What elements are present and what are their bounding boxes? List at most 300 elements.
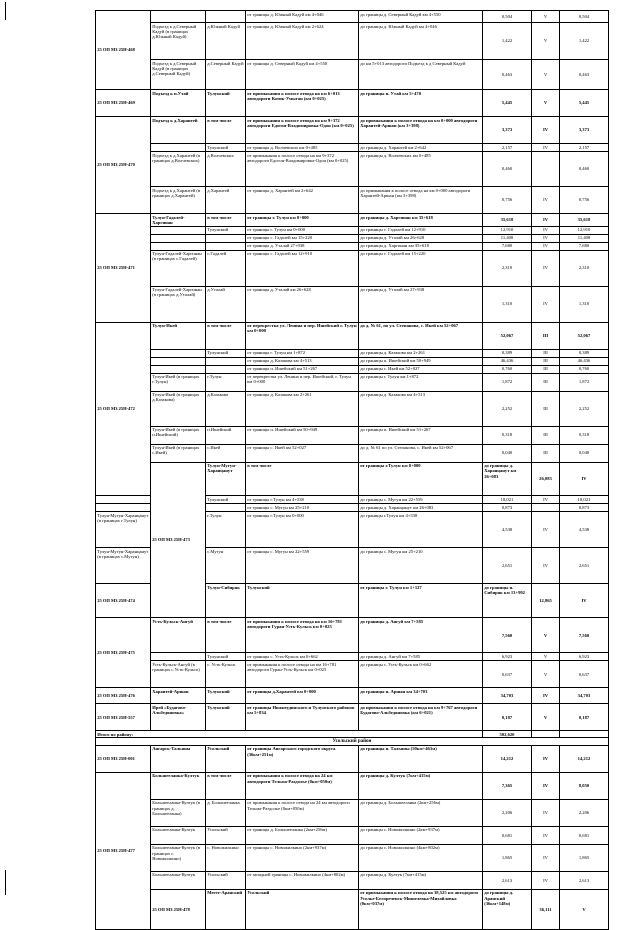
section-start: от границы Ангарского городского округа (36км+251м) [246,745,359,772]
length-km: 0,463 [483,60,532,90]
section-start: от границы с. Мугун км 22+559 [246,548,359,584]
section-start: от границы д. Харантей км 2+642 [246,187,359,214]
section-end: до км 5+013 автодороги Подъезд к д Северный Кадуй [359,60,483,90]
table-row [96,250,609,286]
road-category: IV [532,250,560,286]
table-row [96,144,609,152]
length-total-km: 35,618 [560,214,609,227]
page-edge-rule [5,2,6,20]
road-category: III [532,426,560,444]
length-km: 0,756 [483,187,532,214]
road-code: 25 ОП МЗ 25Н-473 [151,462,206,618]
district: Тулунский [206,688,246,704]
road-category: V [532,11,560,23]
section-end: до границы д. Большееланка (2км+256м) [359,799,483,826]
district [206,365,246,373]
table-row [96,234,609,242]
length-km: 0,040 [483,444,532,462]
length-total-km: 4,538 [560,512,609,548]
section-end: до границы д. Харанцанут км 26+083 [359,504,483,512]
road-name: Харантей-Аршан [151,688,206,704]
road-name: Усть-Кульск-Ангуй [151,618,206,653]
section-start: от границы д. Северный Кадуй км 4+550 [246,60,359,90]
length-total-km: 2,252 [560,391,609,426]
table-row [96,688,609,704]
region-header-row [96,738,609,745]
district [206,357,246,365]
length-total-km: 18,021 [560,496,609,504]
district: в том числе [246,462,359,496]
length-total-km: 52,067 [560,322,609,349]
table-row [96,322,609,349]
section-end: до границы с. Мугун км 22+559 [359,496,483,504]
road-category: III [532,322,560,349]
length-km: 7,680 [483,242,532,250]
district: Усольский [206,745,246,772]
road-code: 25 ОП МЗ 25Н-474 [96,584,151,618]
length-total-km: 11,408 [560,234,609,242]
district: Усольский [206,826,246,844]
district: Усольский [206,871,246,889]
road-name [151,11,206,23]
length-km: 12,865 [532,584,560,618]
road-name: Большееланка-Култук (в границах д. Большееланка) [151,799,206,826]
table-row [96,152,609,187]
section-end: до границы д. Казакова км 4+513 [359,391,483,426]
length-total-km: 1,310 [560,286,609,322]
district: д.Южный Кадуй [206,23,246,60]
road-name: Усть-Кульск-Ангуй (в границах с.Усть-Кульск) [151,661,206,688]
section-start: от границы с. Гадалей км 12+910 [246,250,359,286]
road-category: V [532,653,560,661]
section-end: до границы д. Култук (7км+415м) [359,871,483,889]
section-start: от примыкания к полосе отвода на 24 км автодороги Тельма-Раздолье (0км+050м) [246,799,359,826]
section-end: до границы д. Ангуй км 7+585 [359,618,483,653]
section-start: от примыкания к полосе отвода на км 16+781 автодороги Гуран-Усть-Кульск км 0+025 [246,661,359,688]
length-total-km: 0,187 [560,704,609,731]
section-start: от границы д. Южный Кадуй км 2+624 [246,23,359,60]
length-km: 1,310 [483,286,532,322]
table-row [96,117,609,144]
length-km: 2,206 [483,799,532,826]
table-row [96,23,609,60]
road-name [96,496,151,504]
length-total-km: 0,040 [560,444,609,462]
section-start: от примыкания к полосе отвода на 38,525 км автодороги Усолье-Белореченск-Мишелевка-Михайловка (0км+037м) [359,889,483,929]
section-start: от границы д. Уталай км 26+628 [246,286,359,322]
length-km: 35,618 [483,214,532,227]
length-km: 18,021 [483,496,532,504]
road-name: Большееланка-Култук (в границах с. Новожилкино) [151,844,206,871]
length-km: 5,445 [483,90,532,117]
road-name: Тулун-Икей (в границах с.Икей) [151,444,206,462]
road-category: IV [532,772,560,799]
road-category: V [532,661,560,688]
district: Тулунский [206,226,246,234]
section-end: до границы г. Тулун км 1+872 [359,373,483,391]
length-total-km: 0,318 [560,426,609,444]
district: г.Тулун [206,512,246,548]
length-km: 0,460 [483,152,532,187]
section-end: до границы д. Уталай км 26+628 [359,234,483,242]
district: с.Мугун [206,548,246,584]
table-row [96,373,609,391]
district: Тулунский [206,704,246,731]
section-end: до границы д. Казакова км 2+261 [359,349,483,357]
section-start: от границы с. Гадалей км 15+220 [246,234,359,242]
district: Усольский [246,889,359,929]
section-end: до границы д. Харанцанут км 26+083 [483,462,532,496]
table-row [96,444,609,462]
road-name: Тулун-Мугун-Харанцанут (в границах с.Мугун) [96,548,151,584]
length-km: 2,252 [483,391,532,426]
road-category: V [532,704,560,731]
section-start: от примыкания к полосе отвода на км 9+372 автодороги Едогон-Владимировка-Одон (км 0+025) [246,117,359,144]
road-category: IV [532,844,560,871]
length-km: 26,083 [532,462,560,496]
road-category: V [532,60,560,90]
section-end: до границы д. Харантей км 2+642 [359,144,483,152]
road-category: IV [532,548,560,584]
section-start: от границы с. Усть-Кульск км 0+662 [246,653,359,661]
district: в том числе [206,772,246,799]
road-category: IV [532,688,560,704]
road-category: IV [532,871,560,889]
district: д.Северный Кадуй [206,60,246,90]
length-total-km: 12,910 [560,226,609,234]
length-km: 36,111 [532,889,560,929]
page-edge-rule [5,870,6,895]
road-category: IV [532,214,560,227]
road-name: Тулун-Гадалей-Харгинан (в границах д.Уталай) [151,286,206,322]
section-end: до примыкания к полосе отвода на км 9+767 автодороги Будагово-Альбедяновка (км 6+021) [359,704,483,731]
road-name: Большееланка-Култук [151,826,206,844]
table-row [96,187,609,214]
road-category: III [532,391,560,426]
length-km: 0,873 [483,504,532,512]
roads-table [95,10,609,930]
length-total-km: 1,872 [560,373,609,391]
section-end: до границы д. Харгинан км 35+618 [359,242,483,250]
length-km: 1,865 [483,844,532,871]
section-end: до границы д. Южный Кадуй км 4+046 [359,23,483,60]
road-name: Тулун-Мугун-Харанцанут (в границах г.Тулун) [96,512,151,548]
district: д.Уталай [206,286,246,322]
length-km: 0,637 [483,661,532,688]
region-title: Усольский район [96,738,609,745]
road-name: Большееланка-Култук [151,871,206,889]
length-km: 4,538 [483,512,532,548]
road-category: III [532,357,560,365]
road-name: Большееланка-Култук [151,772,206,799]
length-total-km: 0,756 [560,187,609,214]
length-km: 2,157 [483,144,532,152]
district: Тулунский [206,144,246,152]
section-start: от границы г. Тулун км 0+000 [246,226,359,234]
length-total-km: 0,463 [560,60,609,90]
table-row [96,349,609,357]
length-km: 11,408 [483,234,532,242]
table-row [96,11,609,23]
road-name: Тулун-Мугун-Харанцанут [206,462,246,496]
length-km: 0,318 [483,426,532,444]
road-name [151,226,206,234]
road-category: IV [560,462,609,496]
section-end: до границы д. Аранский (36км+148м) [483,889,532,929]
section-start: от границы с. Икей км 52+027 [246,444,359,462]
table-row [96,661,609,688]
length-km: 14,212 [483,745,532,772]
district [206,504,246,512]
road-name [151,357,206,365]
length-total-km: 3,373 [560,117,609,144]
road-code: 25 ОП МЗ 25Н-477 [96,772,151,929]
table-row [96,799,609,826]
district: в том числе [206,618,246,653]
road-name: Тулун-Икей (в границах д.Казакова) [151,391,206,426]
section-end: до примыкания к полосе отвода на км 0+000 автодороги Харантей-Аршан (км 3+398) [359,187,483,214]
road-category: V [532,618,560,653]
district: Тулунский [246,584,359,618]
road-name: Подъезд к д.Харантей (в границах д.Харантей) [151,187,206,214]
section-start: от границы д. Волчевских км 0+485 [246,144,359,152]
road-category: V [532,23,560,60]
district: с.Икей [206,444,246,462]
section-start: от западной границы с. Новожилкино (4км+802м) [246,871,359,889]
road-category: IV [532,512,560,548]
road-name: Тулун-Гадалей-Харгинан (в границах с.Гадалей) [151,250,206,286]
section-end: до границы с. Усть-Кульск км 0+662 [359,661,483,688]
length-total-km: 5,445 [560,90,609,117]
length-km: 6,923 [483,653,532,661]
road-code: 25 ОП МЗ 25Н-471 [96,214,151,323]
district: Тулунский [206,90,246,117]
section-start: от границы с. Новожилкино (2км+937м) [246,844,359,871]
road-category: IV [532,242,560,250]
table-row [96,871,609,889]
section-start: от границы г. Тулун км 0+000 [246,214,359,227]
length-total-km: 7,680 [560,242,609,250]
total-length: 502,620 [483,731,532,738]
road-name: Тулун-Икей (в границах г.Тулун) [151,373,206,391]
length-total-km: 0,681 [560,826,609,844]
district: д.Волчевских [206,152,246,187]
length-total-km: 2,206 [560,799,609,826]
section-start: от примыкания к полосе отвода на км 16+781 автодороги Гуран-Усть-Кульск км 0+025 [246,618,359,653]
table-row [96,653,609,661]
table-row [96,618,609,653]
section-start: от границы д.Харантей км 0+000 [246,688,359,704]
section-end: до д. № 61, по ул. Степанова, с. Икей км 52+067 [359,322,483,349]
section-end: до границы п. Сибиряк км 13+992 [483,584,532,618]
section-start: от границы г.Тулун км 4+538 [246,496,359,504]
roads-table-body [96,11,609,930]
road-category: IV [532,286,560,322]
district [206,234,246,242]
road-category: IV [532,745,560,772]
road-category: V [532,90,560,117]
length-total-km: 7,560 [560,618,609,653]
length-total-km: 6,923 [560,653,609,661]
road-name [151,234,206,242]
section-end: до д. № 61 по ул. Степанова, с. Икей км 52+067 [359,444,483,462]
total-label: Итого по району: [96,731,483,738]
road-category: III [532,373,560,391]
table-row [96,242,609,250]
road-name: Тулун-Гадалей-Харгинан [151,214,206,227]
district: Тулунский [206,496,246,504]
table-row [96,60,609,90]
road-category: III [532,365,560,373]
section-end: до границы д. Волчевских км 0+485 [359,152,483,187]
length-total-km: 14,212 [560,745,609,772]
section-end: до границы д. Северный Кадуй км 4+550 [359,11,483,23]
road-name [151,144,206,152]
table-row [96,745,609,772]
road-name: Тулун-Икей [151,322,206,349]
section-start: от границы г.Тулун км 0+000 [246,512,359,548]
length-total-km: 2,651 [560,548,609,584]
length-km: 7,365 [483,772,532,799]
road-name [151,349,206,357]
length-total-km: 2,157 [560,144,609,152]
table-row [96,889,609,929]
section-start: от примыкания к полосе отвода на 24 км автодороги Тельма-Раздолье (0км+050м) [246,772,359,799]
road-category: IV [532,799,560,826]
length-km: 34,703 [483,688,532,704]
district: д. Большееланка [206,799,246,826]
district [206,242,246,250]
section-end: до границы д. Харгинан км 35+618 [359,214,483,227]
section-start: от границы п. Ишейский км 50+949 [246,426,359,444]
length-total-km: 8,050 [560,772,609,799]
length-km: 1,872 [483,373,532,391]
road-code: 25 ОП МЗ 25Н-468 [96,11,151,90]
district: д.Харантей [206,187,246,214]
road-category: IV [532,234,560,242]
road-name: Подъезд к п.Утай [151,90,206,117]
length-km: 2,613 [483,871,532,889]
road-name: Тулун-Икей (в границах п.Ишейский) [151,426,206,444]
length-total-km: 46,436 [560,357,609,365]
district: в том числе [206,117,246,144]
road-code: 25 ОП МЗ 25Н-470 [96,117,151,214]
road-code: 25 ОП МЗ 25Н-478 [151,889,206,929]
section-start: от границы д. Южный Кадуй км 4+046 [246,11,359,23]
length-km: 2,310 [483,250,532,286]
length-total-km: 2,613 [560,871,609,889]
length-total-km: 34,703 [560,688,609,704]
section-end: до границы с. Новожилкино (4км+802м) [359,844,483,871]
length-km: 12,910 [483,226,532,234]
section-start: от границы д. Казакова км 4+513 [246,357,359,365]
length-total-km: 2,310 [560,250,609,286]
length-total-km: 1,422 [560,23,609,60]
road-code: 25 ОП МЗ 25Н-472 [96,322,151,496]
table-row [96,226,609,234]
section-start: от границы д. Казакова км 2+261 [246,391,359,426]
section-end: до границы с. Гадалей км 12+910 [359,226,483,234]
table-row [96,286,609,322]
section-start: от границы г. Тулун км 1+127 [359,584,483,618]
road-category: IV [532,496,560,504]
road-name [151,365,206,373]
road-name: Мегет-Аранский [206,889,246,929]
road-name: Ирей «Будагово-Альбедяновка» [151,704,206,731]
section-end: до примыкания к полосе отвода на км 0+000 автодороги Харантей-Аршан (км 3+398) [359,117,483,144]
section-start: от границы д. Уталай 27+938 [246,242,359,250]
length-km: 0,389 [483,349,532,357]
section-start: от примыкания к полосе отвода на км 9+372 автодороги Едогон-Владимировка-Одон (км 0+025) [246,152,359,187]
road-register-sheet [95,10,608,930]
road-code: 25 ОП МЗ 25Н-001 [96,745,151,772]
table-row [96,844,609,871]
road-category: III [532,444,560,462]
road-category [532,504,560,512]
road-code: 25 ОП МЗ 25Н-476 [96,688,151,704]
road-name: Подъезд к д.Северный Кадуй (в границах д.Северный Кадуй) [151,60,206,90]
section-start: от границы Нижнеудинского и Тулунского районов км 5+834 [246,704,359,731]
table-row [96,391,609,426]
length-total-km: 0,873 [560,504,609,512]
road-category: IV [532,144,560,152]
table-row [96,357,609,365]
road-name: Ангарск-Тальяны [151,745,206,772]
table-row [96,426,609,444]
section-start: от перекрестка ул. Ленина и пер. Ишейский, г. Тулун км 0+000 [246,373,359,391]
section-end: до границы п. Аршан км 34+703 [359,688,483,704]
district [206,11,246,23]
length-km: 3,373 [483,117,532,144]
district: г.Тулун [206,373,246,391]
length-km: 7,560 [483,618,532,653]
section-end: до границы п. Утай км 5+470 [359,90,483,117]
table-row [96,214,609,227]
section-end: до границы с. Гадалей км 15+220 [359,250,483,286]
road-code: 25 ОП МЗ 25Н-475 [96,618,151,688]
table-row [96,462,609,496]
road-name: Подъезд к д.Харантей [151,117,206,144]
section-end: до границы д. Култук (7км+415м) [359,772,483,799]
section-start: от границы г.Тулун км 0+000 [359,462,483,496]
road-name [151,242,206,250]
district: Тулунский [206,653,246,661]
length-km: 0,504 [483,11,532,23]
section-end: до границы с. Новожилкино (2км+937м) [359,826,483,844]
section-end: до границы п. Тальяны (50км+463м) [359,745,483,772]
length-total-km: 0,460 [560,152,609,187]
district: с.Гадалей [206,250,246,286]
road-name: Подъезд к д.Северный Кадуй (в границах д.Южный Кадуй) [151,23,206,60]
table-row [96,826,609,844]
length-total-km: 0,637 [560,661,609,688]
road-category [532,152,560,187]
district: Тулунский [206,349,246,357]
length-total-km: 1,865 [560,844,609,871]
section-start: от примыкания к полосе отвода на км 6+013 автодороги Котик-Умыган (км 0+025) [246,90,359,117]
road-category: III [532,349,560,357]
district: в том числе [206,214,246,227]
table-row [96,90,609,117]
table-row [96,704,609,731]
length-km: 0,760 [483,365,532,373]
section-end: до границы с. Мугун км 25+210 [359,548,483,584]
length-km: 0,681 [483,826,532,844]
length-km: 2,651 [483,548,532,584]
district: с. Новожилкино [206,844,246,871]
section-start: от границы г. Тулун км 1+872 [246,349,359,357]
length-total-km: 0,389 [560,349,609,357]
